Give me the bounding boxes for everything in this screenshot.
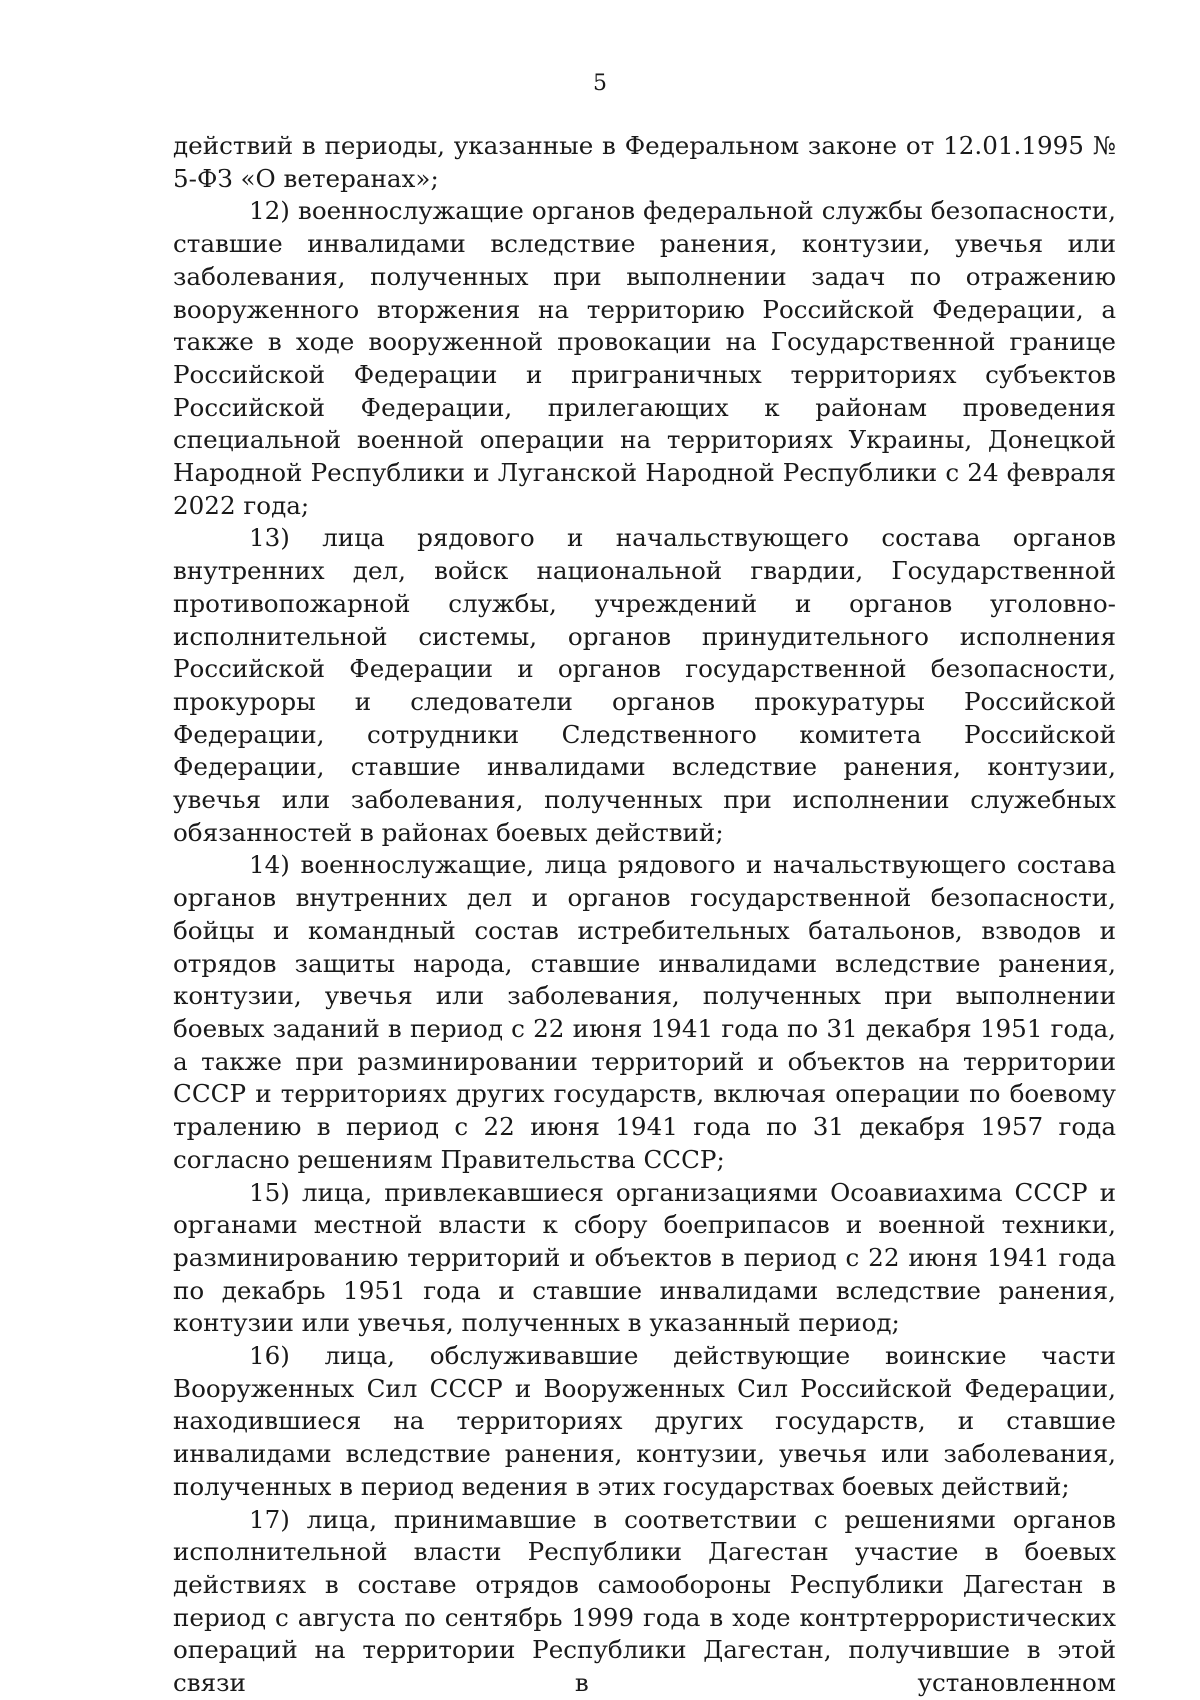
document-body [173, 130, 1116, 1700]
list-item-15: 15) лица, привлекавшиеся организациями Осоавиахима СССР и органами местной власти к сбору боеприпасов и военной техники, разминированию территорий и объектов в период с 22 июня 1941 года по декабрь 1951 года и ставшие инвалидами вследствие ранения, контузии или увечья, полученных в указанный период; [173, 1177, 1116, 1338]
list-item-13: 13) лица рядового и начальствующего состава органов внутренних дел, войск национальной гвардии, Государственной противопожарной службы, учреждений и органов уголовно-исполнительной системы, органов принудительного исполнения Российской Федерации и органов государственной безопасности, прокуроры и следователи органов прокуратуры Российской Федерации, сотрудники Следственного комитета Российской Федерации, ставшие инвалидами вследствие ранения, контузии, увечья или заболевания, полученных при исполнении служебных обязанностей в районах боевых действий; [173, 523, 1116, 847]
list-item-12: 12) военнослужащие органов федеральной службы безопасности, ставшие инвалидами вследствие ранения, контузии, увечья или заболевания, полученных при выполнении задач по отражению вооруженного вторжения на территорию Российской Федерации, а также в ходе вооруженной провокации на Государственной границе Российской Федерации и приграничных территориях субъектов Российской Федерации, прилегающих к районам проведения специальной военной операции на территориях Украины, Донецкой Народной Республики и Луганской Народной Республики с 24 февраля 2022 года; [173, 196, 1116, 520]
list-item-16: 16) лица, обслуживавшие действующие воинские части Вооруженных Сил СССР и Вооруженных Сил Российской Федерации, находившиеся на территориях других государств, и ставшие инвалидами вследствие ранения, контузии, увечья или заболевания, полученных в период ведения в этих государствах боевых действий; [173, 1341, 1116, 1501]
list-item-17: 17) лица, принимавшие в соответствии с решениями органов исполнительной власти Республики Дагестан участие в боевых действиях в составе отрядов самообороны Республики Дагестан в период с августа по сентябрь 1999 года в ходе контртеррористических операций на территории Республики Дагестан, получившие в этой связи в установленном [173, 1504, 1116, 1698]
paragraph-continuation: действий в периоды, указанные в Федеральном законе от 12.01.1995 № 5-ФЗ «О ветеранах»; [173, 131, 1116, 193]
list-item-14: 14) военнослужащие, лица рядового и начальствующего состава органов внутренних дел и органов государственной безопасности, бойцы и командный состав истребительных батальонов, взводов и отрядов защиты народа, ставшие инвалидами вследствие ранения, контузии, увечья или заболевания, полученных при выполнении боевых заданий в период с 22 июня 1941 года по 31 декабря 1951 года, а также при разминировании территорий и объектов на территории СССР и территориях других государств, включая операции по боевому тралению в период с 22 июня 1941 года по 31 декабря 1957 года согласно решениям Правительства СССР; [173, 850, 1116, 1174]
page-number: 5 [593, 71, 607, 96]
